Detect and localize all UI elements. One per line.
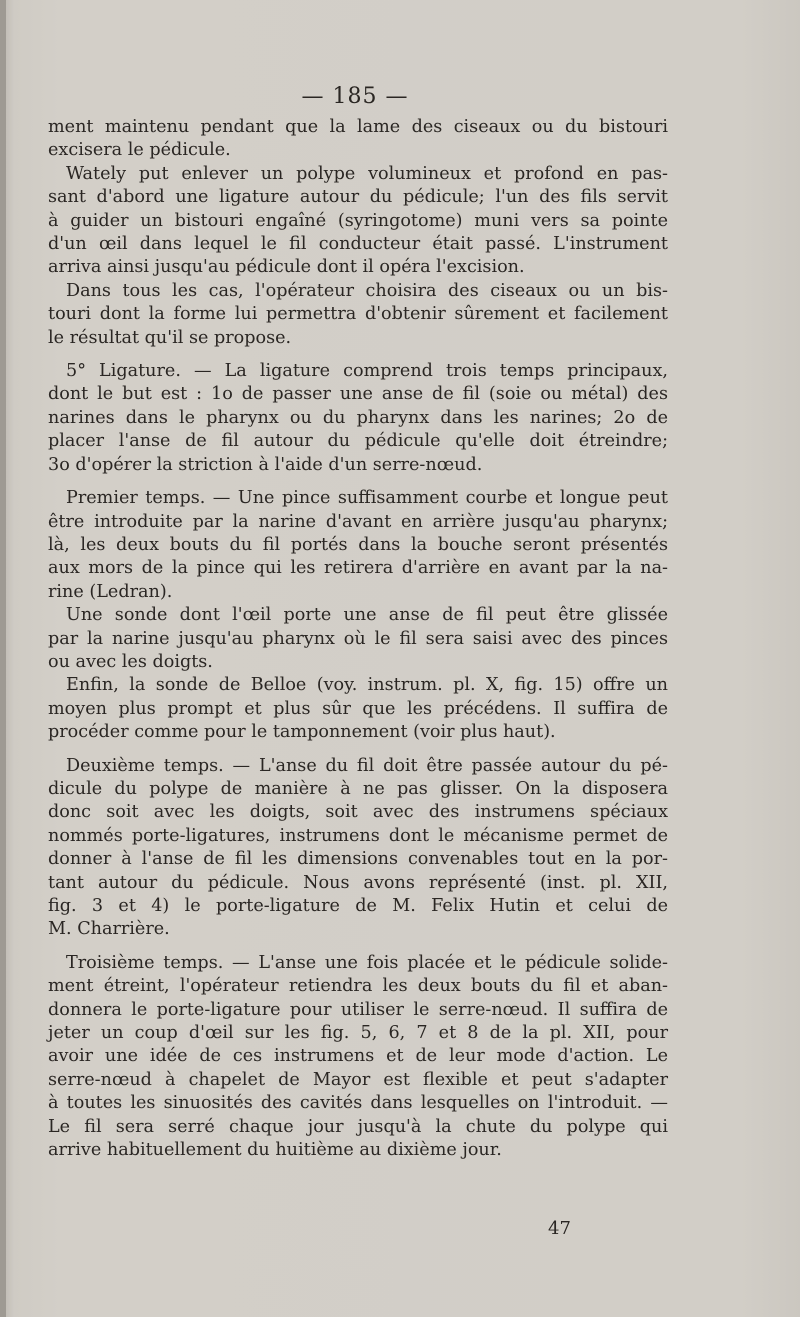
- body-text: [48, 116, 668, 1162]
- text-line: ou avec les doigts.: [48, 651, 213, 672]
- text-line: dicule du polype de manière à ne pas glisser. On la disposera: [48, 778, 668, 799]
- book-spine-shadow: [0, 0, 6, 1317]
- page-number: — 185 —: [301, 84, 409, 109]
- text-line: nommés porte-ligatures, instrumens dont le mécanisme permet de: [48, 825, 668, 846]
- paragraph-gap: [48, 477, 668, 487]
- text-line: Dans tous les cas, l'opérateur choisira des ciseaux ou un bis-: [66, 280, 668, 301]
- text-line: serre-nœud à chapelet de Mayor est flexible et peut s'adapter: [48, 1069, 668, 1090]
- text-line: ment maintenu pendant que la lame des ciseaux ou du bistouri: [48, 117, 668, 137]
- text-line: Une sonde dont l'œil porte une anse de fil peut être glissée: [66, 605, 668, 626]
- text-line: Wately put enlever un polype volumineux et profond en pas-: [66, 163, 668, 184]
- text-line: touri dont la forme lui permettra d'obtenir sûrement et facilement: [48, 304, 668, 325]
- text-line: fig. 3 et 4) le porte-ligature de M. Felix Hutin et celui de: [48, 896, 668, 916]
- text-line: d'un œil dans lequel le fil conducteur était passé. L'instrument: [48, 234, 668, 255]
- text-line: jeter un coup d'œil sur les fig. 5, 6, 7 et 8 de la pl. XII, pour: [48, 1023, 668, 1044]
- text-line: par la narine jusqu'au pharynx où le fil sera saisi avec des pinces: [48, 628, 668, 649]
- text-line: placer l'anse de fil autour du pédicule qu'elle doit étreindre;: [48, 431, 668, 452]
- text-line: Enfin, la sonde de Belloe (voy. instrum. pl. X, fig. 15) offre un: [66, 675, 668, 696]
- text-line: dont le but est : 1o de passer une anse de fil (soie ou métal) des: [48, 384, 668, 405]
- text-line: Troisième temps. — L'anse une fois placée et le pédicule solide-: [66, 952, 668, 973]
- text-line: à toutes les sinuosités des cavités dans lesquelles on l'introduit. —: [48, 1093, 668, 1114]
- text-line: être introduite par la narine d'avant en arrière jusqu'au pharynx;: [48, 511, 668, 532]
- text-line: 3o d'opérer la striction à l'aide d'un serre-nœud.: [48, 454, 483, 475]
- text-line: arrive habituellement du huitième au dixième jour.: [48, 1140, 502, 1161]
- signature-mark: 47: [548, 1218, 571, 1239]
- text-line: tant autour du pédicule. Nous avons représenté (inst. pl. XII,: [48, 872, 668, 893]
- text-line: là, les deux bouts du fil portés dans la bouche seront présentés: [48, 534, 668, 555]
- text-line: donner à l'anse de fil les dimensions convenables tout en la por-: [48, 849, 668, 870]
- text-line: M. Charrière.: [48, 919, 170, 940]
- paragraph-gap: [48, 350, 668, 360]
- text-line: aux mors de la pince qui les retirera d'arrière en avant par la na-: [48, 558, 668, 579]
- text-line: arriva ainsi jusqu'au pédicule dont il opéra l'excision.: [48, 257, 525, 278]
- text-line: procéder comme pour le tamponnement (voir plus haut).: [48, 722, 556, 743]
- text-line: 5° Ligature. — La ligature comprend trois temps principaux,: [66, 361, 668, 382]
- text-line: avoir une idée de ces instrumens et de leur mode d'action. Le: [48, 1046, 668, 1067]
- text-line: donc soit avec les doigts, soit avec des instrumens spéciaux: [48, 802, 668, 823]
- text-line: donnera le porte-ligature pour utiliser le serre-nœud. Il suffira de: [48, 999, 668, 1020]
- paragraph-gap: [48, 745, 668, 755]
- text-line: moyen plus prompt et plus sûr que les précédens. Il suffira de: [48, 698, 668, 719]
- text-line: sant d'abord une ligature autour du pédicule; l'un des fils servit: [48, 187, 668, 208]
- text-line: ment étreint, l'opérateur retiendra les deux bouts du fil et aban-: [48, 976, 668, 997]
- text-line: le résultat qu'il se propose.: [48, 327, 292, 348]
- text-line: narines dans le pharynx ou du pharynx dans les narines; 2o de: [48, 407, 668, 428]
- text-line: Le fil sera serré chaque jour jusqu'à la chute du polype qui: [48, 1116, 668, 1137]
- text-line: Premier temps. — Une pince suffisamment courbe et longue peut: [66, 488, 668, 509]
- text-line: rine (Ledran).: [48, 581, 173, 602]
- text-line: excisera le pédicule.: [48, 140, 231, 161]
- text-line: à guider un bistouri engaîné (syringotome) muni vers sa pointe: [48, 210, 668, 231]
- text-line: Deuxième temps. — L'anse du fil doit être passée autour du pé-: [66, 755, 668, 776]
- paragraph-gap: [48, 942, 668, 952]
